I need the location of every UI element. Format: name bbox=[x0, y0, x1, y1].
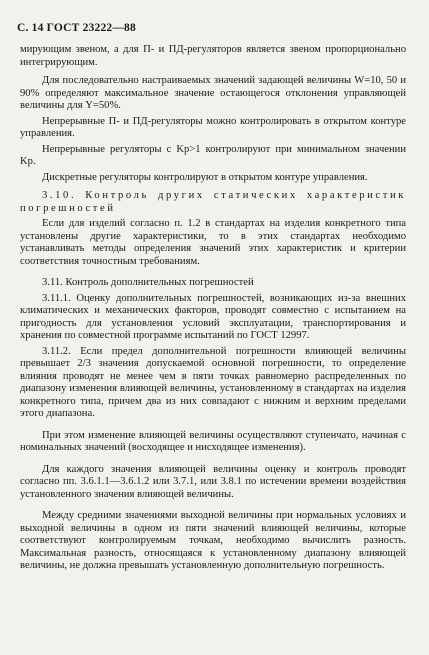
paragraph: 3.11.2. Если предел дополнительной погрешности влияющей величины превышает 2/3 значения допускаемой основной погрешности, то определение влияния проводят не менее чем в пяти точках равномерно распределенных по диапазону изменения влияющей величины, установленному в стандартах на изделия конкретного типа, причем два из них совпадают с нижним и верхним пределами этого диапазона. bbox=[20, 345, 406, 419]
page-header: С. 14 ГОСТ 23222—88 bbox=[17, 22, 136, 34]
paragraph: Непрерывные регуляторы с Kp>1 контролируют при минимальном значении Kp. bbox=[20, 143, 406, 167]
paragraph: Для последовательно настраиваемых значений задающей величины W=10, 50 и 90% определяют максимальное значение остающегося отклонения управляющей величины для Y=50%. bbox=[20, 75, 406, 111]
paragraph: Для каждого значения влияющей величины оценку и контроль проводят согласно пп. 3.6.1.1—3.6.1.2 или 3.7.1, или 3.8.1 по истечении времени воздействия установленного значения влияющей величины. bbox=[20, 463, 406, 500]
document-body bbox=[20, 44, 406, 573]
paragraph: 3.11.1. Оценку дополнительных погрешностей, возникающих из-за внешних климатических и механических факторов, проводят совместно с испытанием на пригодность для установления условий эксплуатации, транспортирования и хранения по совместной программе испытаний по ГОСТ 12997. bbox=[20, 292, 406, 341]
paragraph: Между средними значениями выходной величины при нормальных условиях и выходной величины в одном из пяти значений влияющей величины, которые соответствуют контролируемым точкам, необходимо вычислить разность. Максимальная разность, относящаяся к установленному диапазону влияющей величины, не должна превышать установленную дополнительную погрешность. bbox=[20, 510, 406, 571]
paragraph: При этом изменение влияющей величины осуществляют ступенчато, начиная с номинальных значений (восходящее и нисходящее изменения). bbox=[20, 429, 406, 453]
paragraph: мирующим звеном, а для П- и ПД-регуляторов является звеном пропорционально интегрирующим. bbox=[20, 44, 406, 68]
paragraph: Если для изделий согласно п. 1.2 в стандартах на изделия конкретного типа установлены другие характеристики, то в этих стандартах необходимо устанавливать методы определения значений этих характеристик и критерии соответствия точностным требованиям. bbox=[20, 218, 406, 267]
paragraph: Дискретные регуляторы контролируют в открытом контуре управления. bbox=[42, 171, 368, 183]
section-heading: 3.10. Контроль других статических характеристик погрешностей bbox=[20, 190, 406, 214]
section-heading: 3.11. Контроль дополнительных погрешностей bbox=[42, 277, 254, 288]
paragraph: Непрерывные П- и ПД-регуляторы можно контролировать в открытом контуре управления. bbox=[20, 115, 406, 139]
